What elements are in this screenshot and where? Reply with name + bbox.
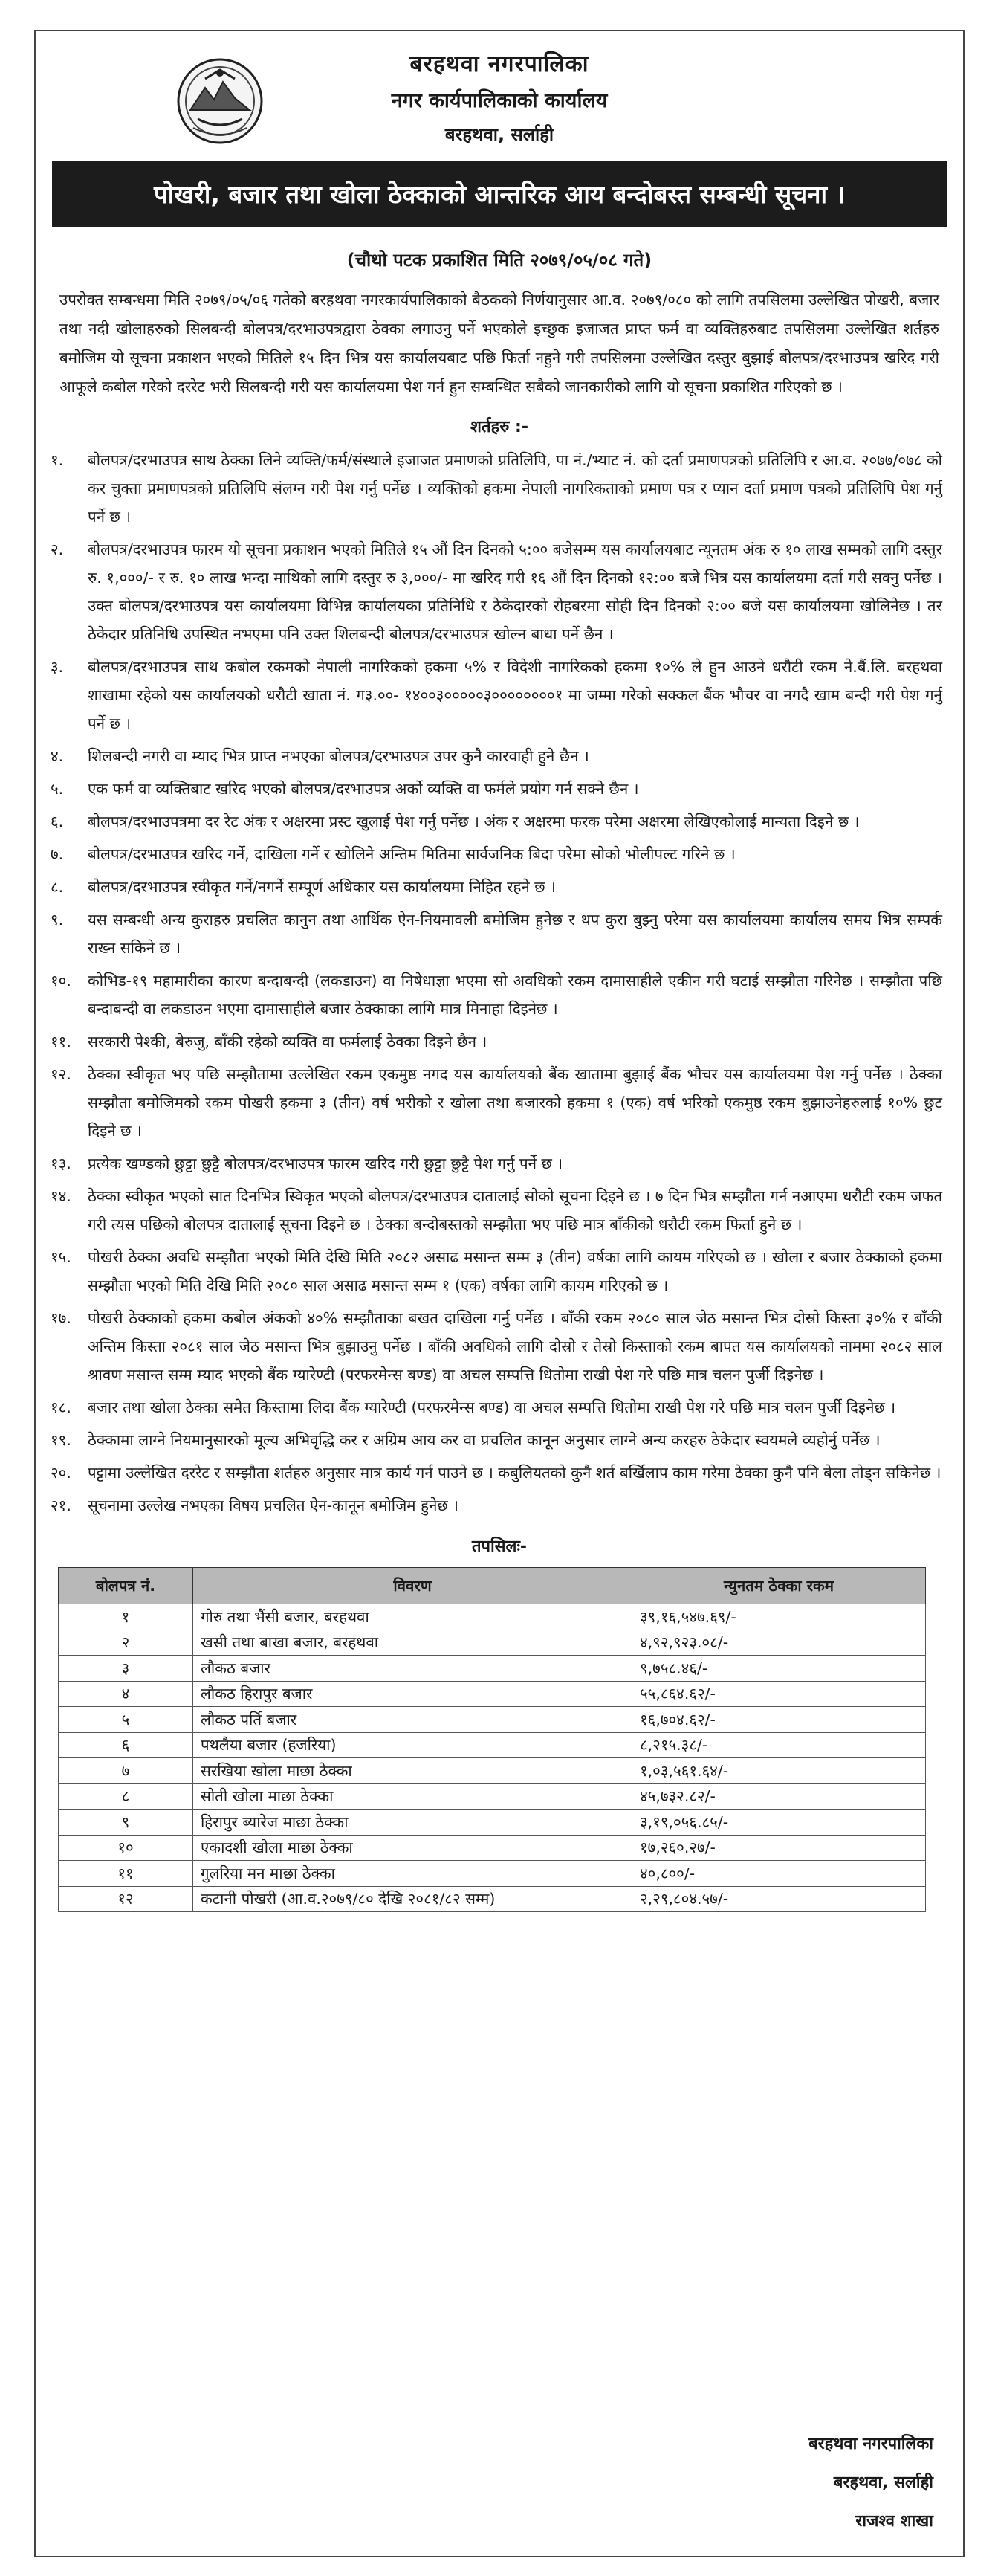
condition-item — [48, 1243, 942, 1300]
table-row — [59, 1835, 926, 1861]
condition-item — [48, 807, 942, 836]
table-header-row — [59, 1568, 926, 1604]
cell-bid-number: ७ — [59, 1758, 193, 1784]
condition-item — [48, 535, 942, 648]
condition-text: बोलपत्र/दरभाउपत्र फारम यो सूचना प्रकाशन भएको मितिले १५ औं दिन दिनको ५:०० बजेसम्म यस कार्यालयबाट न्यूनतम अंक रु १० लाख सम्मको लागि दस्तुर रु. १,०००/- र रु. १० लाख भन्दा माथिको लागि दस्तुर रु ३,०००/- मा खरिद गरी १६ औं दिन दिनको १२:०० बजे भित्र यस कार्यालयमा दर्ता गरी सक्नु पर्नेछ । उक्त बोलपत्र/दरभाउपत्र यस कार्यालयमा विभिन्न कार्यालयका प्रतिनिधि र ठेकेदारको रोहबरमा सोही दिन दिनको २:०० बजे यस कार्यालयमा खोलिनेछ । तर ठेकेदार प्रतिनिधि उपस्थित नभएमा पनि उक्त शिलबन्दी बोलपत्र/दरभाउपत्र खोल्न बाधा पर्ने छैन । — [88, 540, 942, 643]
cell-description: लौकठ पर्ति बजार — [193, 1707, 632, 1733]
condition-text: शिलबन्दी नगरी वा म्याद भित्र प्राप्त नभएका बोलपत्र/दरभाउपत्र उपर कुनै कारवाही हुने छैन । — [88, 747, 589, 765]
condition-number: १४. — [51, 1187, 71, 1205]
cell-minimum-amount: ४५,७३२.८२/- — [632, 1783, 926, 1810]
condition-item — [48, 1426, 942, 1454]
condition-number: १. — [51, 451, 64, 469]
condition-number: ३. — [51, 658, 64, 676]
condition-text: पट्टामा उल्लेखित दररेट र सम्झौता शर्तहरु अनुसार मात्र कार्य गर्न पाउने छ । कबुलियतको कुनै शर्त बर्खिलाप काम गरेमा ठेक्का कुनै पनि बेला तोड्न सकिनेछ । — [88, 1464, 941, 1482]
cell-bid-number: १२ — [59, 1886, 193, 1912]
condition-number: ४. — [51, 747, 64, 765]
cell-description: सोती खोला माछा ठेक्का — [193, 1783, 632, 1810]
condition-number: ११. — [51, 1033, 71, 1050]
condition-item — [48, 906, 942, 962]
cell-minimum-amount: ३९,१६,५४७.६९/- — [632, 1604, 926, 1630]
condition-number: १९. — [51, 1431, 71, 1449]
condition-number: २०. — [51, 1464, 71, 1482]
cell-description: सरखिया खोला माछा ठेक्का — [193, 1758, 632, 1784]
condition-item — [48, 966, 942, 1023]
condition-item — [48, 742, 942, 770]
cell-minimum-amount: २,२९,८०४.५७/- — [632, 1886, 926, 1912]
condition-text: ठेक्कामा लाग्ने नियमानुसारको मूल्य अभिवृद्धि कर र अग्रिम आय कर वा प्रचलित कानून अनुसार लाग्ने अन्य करहरु ठेकेदार स्वयमले व्यहोर्नु पर्नेछ । — [88, 1431, 881, 1449]
condition-text: बोलपत्र/दरभाउपत्र खरिद गर्ने, दाखिला गर्ने र खोलिने अन्तिम मितिमा सार्वजनिक बिदा परेमा सोको भोलीपल्ट गरिने छ । — [88, 845, 736, 863]
condition-item — [48, 775, 942, 803]
cell-bid-number: २ — [59, 1630, 193, 1656]
cell-description: गोरु तथा भैंसी बजार, बरहथवा — [193, 1604, 632, 1630]
cell-description: कटानी पोखरी (आ.व.२०७९/८० देखि २०८१/८२ सम्म) — [193, 1886, 632, 1912]
table-row — [59, 1810, 926, 1836]
office-name: नगर कार्यपालिकाको कार्यालय — [391, 89, 608, 112]
notice-header — [36, 31, 963, 159]
header-description: विवरण — [193, 1568, 632, 1604]
table-row — [59, 1886, 926, 1912]
condition-number: १२. — [51, 1065, 71, 1083]
header-bid-number: बोलपत्र नं. — [59, 1568, 193, 1604]
condition-text: पोखरी ठेक्काको हकमा कबोल अंकको ४०% सम्झौताका बखत दाखिला गर्नु पर्नेछ । बाँकी रकम २०८० साल जेठ मसान्त भित्र दोस्रो किस्ता ३०% र बाँकी अन्तिम किस्ता २०८१ साल जेठ मसान्त भित्र बुझाउनु पर्नेछ । बाँकी अवधिको लागि दोस्रो र तेस्रो किस्ताको रकम बापत यस कार्यालयको नाममा २०८२ साल श्रावण मसान्त सम्म म्याद भएको बैंक ग्यारेण्टी (परफरमेन्स बण्ड) वा अचल सम्पत्ति धितोमा राखी पेश गरे पछि मात्र चलन पुर्जी दिइनेछ । — [88, 1309, 942, 1384]
cell-description: हिरापुर ब्यारेज माछा ठेक्का — [193, 1810, 632, 1836]
condition-text: ठेक्का स्वीकृत भएको सात दिनभित्र स्विकृत भएको बोलपत्र/दरभाउपत्र दातालाई सोको सूचना दिइने छ । ७ दिन भित्र सम्झौता गर्न नआएमा धरौटी रकम जफत गरी त्यस पछिको बोलपत्र दातालाई सूचना दिइने छ । ठेक्का बन्दोबस्तको सम्झौता भए पछि मात्र बाँकीको धरौटी रकम फिर्ता हुने छ । — [88, 1187, 942, 1233]
condition-text: बजार तथा खोला ठेक्का समेत किस्तामा लिदा बैंक ग्यारेण्टी (परफरमेन्स बण्ड) वा अचल सम्पत्ति धितोमा राखी पेश गरे पछि मात्र चलन पुर्जी दिइनेछ । — [88, 1398, 896, 1416]
table-row — [59, 1732, 926, 1758]
organization-name: बरहथवा नगरपालिका — [409, 51, 589, 77]
condition-text: कोभिड-१९ महामारीका कारण बन्दाबन्दी (लकडाउन) वा निषेधाज्ञा भएमा सो अवधिको रकम दामासाहीले एकीन गरी घटाई सम्झौता गरिनेछ । सम्झौता पछि बन्दाबन्दी वा लकडाउन भएमा दामासाहीले बजार ठेक्काका लागि मात्र मिनाहा दिइनेछ । — [88, 972, 942, 1018]
signature-org: बरहथवा नगरपालिका — [808, 2435, 933, 2453]
cell-bid-number: ४ — [59, 1681, 193, 1707]
condition-number: १८. — [51, 1398, 71, 1416]
condition-number: ९. — [51, 911, 64, 929]
cell-bid-number: ८ — [59, 1783, 193, 1810]
office-location: बरहथवा, सर्लाही — [444, 124, 554, 145]
cell-minimum-amount: १७,२६०.२७/- — [632, 1835, 926, 1861]
condition-number: १५. — [51, 1248, 71, 1266]
cell-minimum-amount: ४,९२,९२३.०८/- — [632, 1630, 926, 1656]
cell-bid-number: १० — [59, 1835, 193, 1861]
cell-bid-number: ९ — [59, 1810, 193, 1836]
condition-number: ६. — [51, 813, 64, 830]
header-minimum-amount: न्युनतम ठेक्का रकम — [632, 1568, 926, 1604]
condition-item — [48, 1060, 942, 1145]
condition-item — [48, 1393, 942, 1421]
table-row — [59, 1707, 926, 1733]
condition-text: एक फर्म वा व्यक्तिबाट खरिद भएको बोलपत्र/दरभाउपत्र अर्को व्यक्ति वा फर्मले प्रयोग गर्न सक्ने छैन । — [88, 780, 639, 798]
condition-text: बोलपत्र/दरभाउपत्र स्वीकृत गर्ने/नगर्ने सम्पूर्ण अधिकार यस कार्यालयमा निहित रहने छ । — [88, 878, 556, 896]
condition-text: बोलपत्र/दरभाउपत्र साथ ठेक्का लिने व्यक्ति/फर्म/संस्थाले इजाजत प्रमाणको प्रतिलिपि, पा नं./भ्याट नं. को दर्ता प्रमाणपत्रको प्रतिलिपि र आ.व. २०७७/०७८ को कर चुक्ता प्रमाणपत्रको प्रतिलिपि संलग्न गरी पेश गर्नु पर्नेछ । व्यक्तिको हकमा नेपाली नागरिकताको प्रमाण पत्र र प्यान दर्ता प्रमाण पत्रको प्रतिलिपि पेश गर्नु पर्ने छ । — [88, 451, 942, 526]
condition-number: २१. — [51, 1497, 71, 1514]
condition-item — [48, 1491, 942, 1520]
table-row — [59, 1604, 926, 1630]
table-row — [59, 1783, 926, 1810]
condition-item — [48, 873, 942, 901]
table-row — [59, 1681, 926, 1707]
condition-text: सूचनामा उल्लेख नभएका विषय प्रचलित ऐन-कानून बमोजिम हुनेछ । — [88, 1497, 458, 1514]
cell-minimum-amount: १६,७०४.६२/- — [632, 1707, 926, 1733]
cell-minimum-amount: ३,१९,०५६.८५/- — [632, 1810, 926, 1836]
condition-text: बोलपत्र/दरभाउपत्र साथ कबोल रकमको नेपाली नागरिकको हकमा ५% र विदेशी नागरिकको हकमा १०% ले हुन आउने धरौटी रकम ने.बैं.लि. बरहथवा शाखामा रहेको यस कार्यालयको धरौटी खाता नं. ग३.००- १४००३०००००३००००००००१ मा जम्मा गरेको सक्कल बैंक भौचर वा नगदै खाम बन्दी गरी पेश गर्नु पर्ने छ । — [88, 658, 942, 732]
condition-number: १३. — [51, 1155, 71, 1172]
table-row — [59, 1758, 926, 1784]
condition-text: पोखरी ठेक्का अवधि सम्झौता भएको मिति देखि मिति २०८२ असाढ मसान्त सम्म ३ (तीन) वर्षका लागि कायम गरिएको छ । खोला र बजार ठेक्काको हकमा सम्झौता भएको मिति देखि मिति २०८० साल असाढ मसान्त सम्म १ (एक) वर्षका लागि कायम गरिएको छ । — [88, 1248, 942, 1294]
condition-text: ठेक्का स्वीकृत भए पछि सम्झौतामा उल्लेखित रकम एकमुष्ठ नगद यस कार्यालयको बैंक खातामा बुझाई बैंक भौचर यस कार्यालयमा पेश गर्नु पर्नेछ । ठेक्का सम्झौता बमोजिमको रकम पोखरी हकमा ३ (तीन) वर्ष भरीको र खोला तथा बजारको हकमा १ (एक) वर्ष भरिको एकमुष्ठ रकम बुझाउनेहरुलाई १०% छुट दिइने छ । — [88, 1065, 942, 1140]
cell-bid-number: ५ — [59, 1707, 193, 1733]
cell-description: पथलैया बजार (हजरिया) — [193, 1732, 632, 1758]
condition-number: २. — [51, 540, 64, 558]
table-row — [59, 1656, 926, 1682]
condition-text: बोलपत्र/दरभाउपत्रमा दर रेट अंक र अक्षरमा प्रस्ट खुलाई पेश गर्नु पर्नेछ । अंक र अक्षरमा फरक परेमा अक्षरमा लेखिएकोलाई मान्यता दिइने छ । — [88, 813, 860, 830]
table-row — [59, 1630, 926, 1656]
cell-description: एकादशी खोला माछा ठेक्का — [193, 1835, 632, 1861]
cell-minimum-amount: ५५,८६४.६२/- — [632, 1681, 926, 1707]
condition-item — [48, 1027, 942, 1056]
cell-bid-number: ६ — [59, 1732, 193, 1758]
cell-bid-number: १ — [59, 1604, 193, 1630]
condition-item — [48, 1149, 942, 1178]
conditions-list — [48, 446, 942, 1520]
published-date: (चौथो पटक प्रकाशित मिति २०७९/०५/०८ गते) — [346, 250, 652, 271]
intro-paragraph: उपरोक्त सम्बन्धमा मिति २०७९/०५/०६ गतेको बरहथवा नगरकार्यपालिकाको बैठकको निर्णयानुसार आ.व. २०७९/०८० को लागि तपसिलमा उल्लेखित पोखरी, बजार तथा नदी खोलाहरुको सिलबन्दी बोलपत्र/दरभाउपत्रद्वारा ठेक्का लगाउनु पर्ने भएकोले इच्छुक इजाजत प्राप्त फर्म वा व्यक्तिहरुबाट तपसिलमा उल्लेखित शर्तहरु बमोजिम यो सूचना प्रकाशन भएको मितिले १५ दिन भित्र यस कार्यालयबाट पछि फिर्ता नहुने गरी तपसिलमा उल्लेखित दस्तुर बुझाई बोलपत्र/दरभाउपत्र खरिद गरी आफूले कबोल गरेको दररेट भरी सिलबन्दी गरी यस कार्यालयमा पेश गर्न हुन सम्बन्धित सबैको जानकारीको लागि यो सूचना प्रकाशित गरिएको छ । — [59, 291, 939, 396]
cell-description: लौकठ बजार — [193, 1656, 632, 1682]
notice-page — [34, 30, 965, 2557]
table-body — [59, 1604, 926, 1912]
notice-title: पोखरी, बजार तथा खोला ठेक्काको आन्तरिक आय बन्दोबस्त सम्बन्धी सूचना । — [52, 161, 947, 227]
condition-number: ७. — [51, 845, 64, 863]
cell-minimum-amount: १,०३,५६१.६४/- — [632, 1758, 926, 1784]
condition-item — [48, 1182, 942, 1239]
condition-number: १०. — [51, 972, 71, 990]
condition-item — [48, 840, 942, 868]
signature-place: बरहथवा, सर्लाही — [833, 2473, 933, 2492]
cell-minimum-amount: ९,७५८.४६/- — [632, 1656, 926, 1682]
condition-text: यस सम्बन्धी अन्य कुराहरु प्रचलित कानुन तथा आर्थिक ऐन-नियमावली बमोजिम हुनेछ र थप कुरा बुझ्नु परेमा यस कार्यालयमा कार्यालय समय भित्र सम्पर्क राख्न सकिने छ । — [88, 911, 942, 957]
cell-description: खसी तथा बाखा बजार, बरहथवा — [193, 1630, 632, 1656]
condition-item — [48, 446, 942, 531]
condition-text: प्रत्येक खण्डको छुट्टा छुट्टै बोलपत्र/दरभाउपत्र फारम खरिद गरी छुट्टा छुट्टै पेश गर्नु पर्ने छ । — [88, 1155, 563, 1172]
condition-number: ८. — [51, 878, 64, 896]
condition-number: ५. — [51, 780, 64, 798]
cell-minimum-amount: ४०,८००/- — [632, 1861, 926, 1887]
table-row — [59, 1861, 926, 1887]
cell-description: लौकठ हिरापुर बजार — [193, 1681, 632, 1707]
schedule-heading: तपसिलः- — [471, 1537, 528, 1556]
condition-item — [48, 1304, 942, 1389]
cell-bid-number: ३ — [59, 1656, 193, 1682]
signature-block — [808, 2425, 933, 2541]
contracts-table — [58, 1567, 926, 1912]
cell-bid-number: ११ — [59, 1861, 193, 1887]
cell-description: गुलरिया मन माछा ठेक्का — [193, 1861, 632, 1887]
condition-item — [48, 653, 942, 737]
cell-minimum-amount: ८,२१५.३८/- — [632, 1732, 926, 1758]
condition-number: १७. — [51, 1309, 71, 1327]
condition-text: सरकारी पेश्की, बेरुजु, बाँकी रहेको व्यक्ति वा फर्मलाई ठेक्का दिइने छैन । — [88, 1033, 487, 1050]
signature-section: राजश्व शाखा — [855, 2512, 933, 2531]
conditions-heading: शर्तहरु :- — [470, 418, 528, 436]
condition-item — [48, 1459, 942, 1487]
